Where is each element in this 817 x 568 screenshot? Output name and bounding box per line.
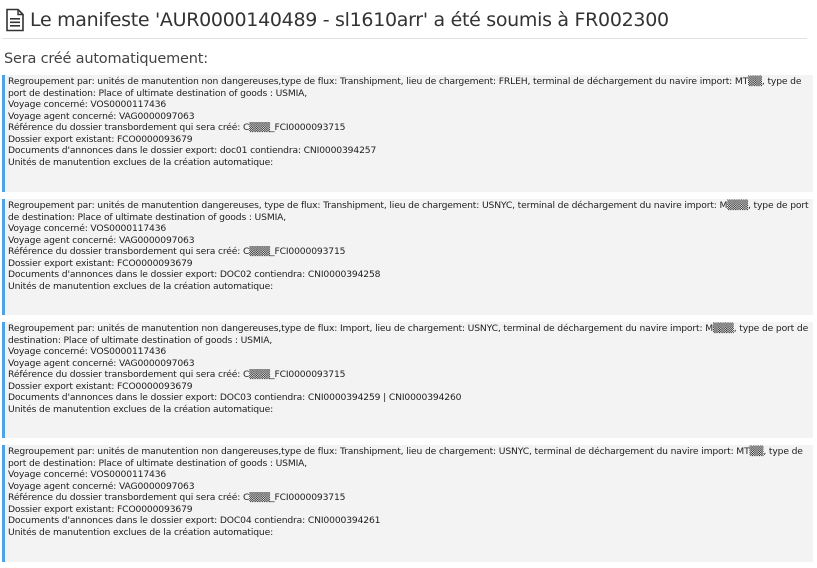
grouping-criteria: Regroupement par: unités de manutention non dangereuses,type de flux: Import, lieu de chargement: USNYC, terminal de déchargement du navire import: M▒▒▒, type de port de destination: Place of ultimate destination of goods : USMIA, — [8, 323, 809, 346]
export-file-line: Dossier export existant: FCO0000093679 — [8, 133, 193, 145]
voyage-agent-line: Voyage agent concerné: VAG0000097063 — [8, 234, 195, 246]
title-divider — [2, 38, 807, 39]
documents-line: Documents d'annonces dans le dossier export: DOC03 contiendra: CNI0000394259 | CNI0000394260 — [8, 392, 462, 403]
voyage-line: Voyage concerné: VOS0000117436 — [8, 99, 167, 110]
transhipment-reference-line: Référence du dossier transbordement qui sera créé: C▒▒▒_FCI0000093715 — [8, 492, 346, 503]
document-icon — [4, 8, 26, 32]
transhipment-reference-line: Référence du dossier transbordement qui sera créé: C▒▒▒_FCI0000093715 — [8, 246, 346, 257]
voyage-line: Voyage concerné: VOS0000117436 — [8, 223, 167, 234]
grouping-block-4 — [2, 445, 813, 562]
export-file-line: Dossier export existant: FCO0000093679 — [8, 380, 193, 392]
transhipment-reference-line: Référence du dossier transbordement qui sera créé: C▒▒▒_FCI0000093715 — [8, 122, 346, 133]
documents-line: Documents d'annonces dans le dossier export: DOC02 contiendra: CNI0000394258 — [8, 269, 381, 280]
voyage-line: Voyage concerné: VOS0000117436 — [8, 469, 167, 480]
excluded-units-line: Unités de manutention exclues de la création automatique: — [8, 156, 274, 168]
voyage-line: Voyage concerné: VOS0000117436 — [8, 346, 167, 357]
excluded-units-line: Unités de manutention exclues de la création automatique: — [8, 403, 274, 415]
voyage-agent-line: Voyage agent concerné: VAG0000097063 — [8, 480, 195, 492]
documents-line: Documents d'annonces dans le dossier export: DOC04 contiendra: CNI0000394261 — [8, 515, 381, 526]
voyage-agent-line: Voyage agent concerné: VAG0000097063 — [8, 110, 195, 122]
grouping-criteria: Regroupement par: unités de manutention dangereuses, type de flux: Transhipment, lieu de chargement: USNYC, terminal de déchargement du navire import: M▒▒▒, type de port de destination: Place of ultimate destination of goods : USMIA, — [8, 200, 809, 223]
voyage-agent-line: Voyage agent concerné: VAG0000097063 — [8, 357, 195, 369]
grouping-criteria: Regroupement par: unités de manutention non dangereuses,type de flux: Transhipment, lieu de chargement: USNYC, terminal de déchargement du navire import: MT▒▒, type de port de destination: Place of ultimate destination of goods : USMIA, — [8, 446, 803, 469]
export-file-line: Dossier export existant: FCO0000093679 — [8, 503, 193, 515]
excluded-units-line: Unités de manutention exclues de la création automatique: — [8, 526, 274, 538]
grouping-block-1 — [2, 75, 813, 192]
page-header — [4, 5, 804, 35]
documents-line: Documents d'annonces dans le dossier export: doc01 contiendra: CNI0000394257 — [8, 145, 377, 156]
page-title: Le manifeste 'AUR0000140489 - sl1610arr' a été soumis à FR002300 — [30, 9, 669, 31]
grouping-criteria: Regroupement par: unités de manutention non dangereuses,type de flux: Transhipment, lieu de chargement: FRLEH, terminal de déchargement du navire import: MT▒▒, type de port de destination: Place of ultimate destination of goods : USMIA, — [8, 76, 802, 99]
excluded-units-line: Unités de manutention exclues de la création automatique: — [8, 280, 274, 292]
export-file-line: Dossier export existant: FCO0000093679 — [8, 257, 193, 269]
grouping-block-3 — [2, 322, 813, 438]
section-subtitle: Sera créé automatiquement: — [4, 51, 208, 67]
grouping-block-2 — [2, 199, 813, 315]
transhipment-reference-line: Référence du dossier transbordement qui sera créé: C▒▒▒_FCI0000093715 — [8, 369, 346, 380]
